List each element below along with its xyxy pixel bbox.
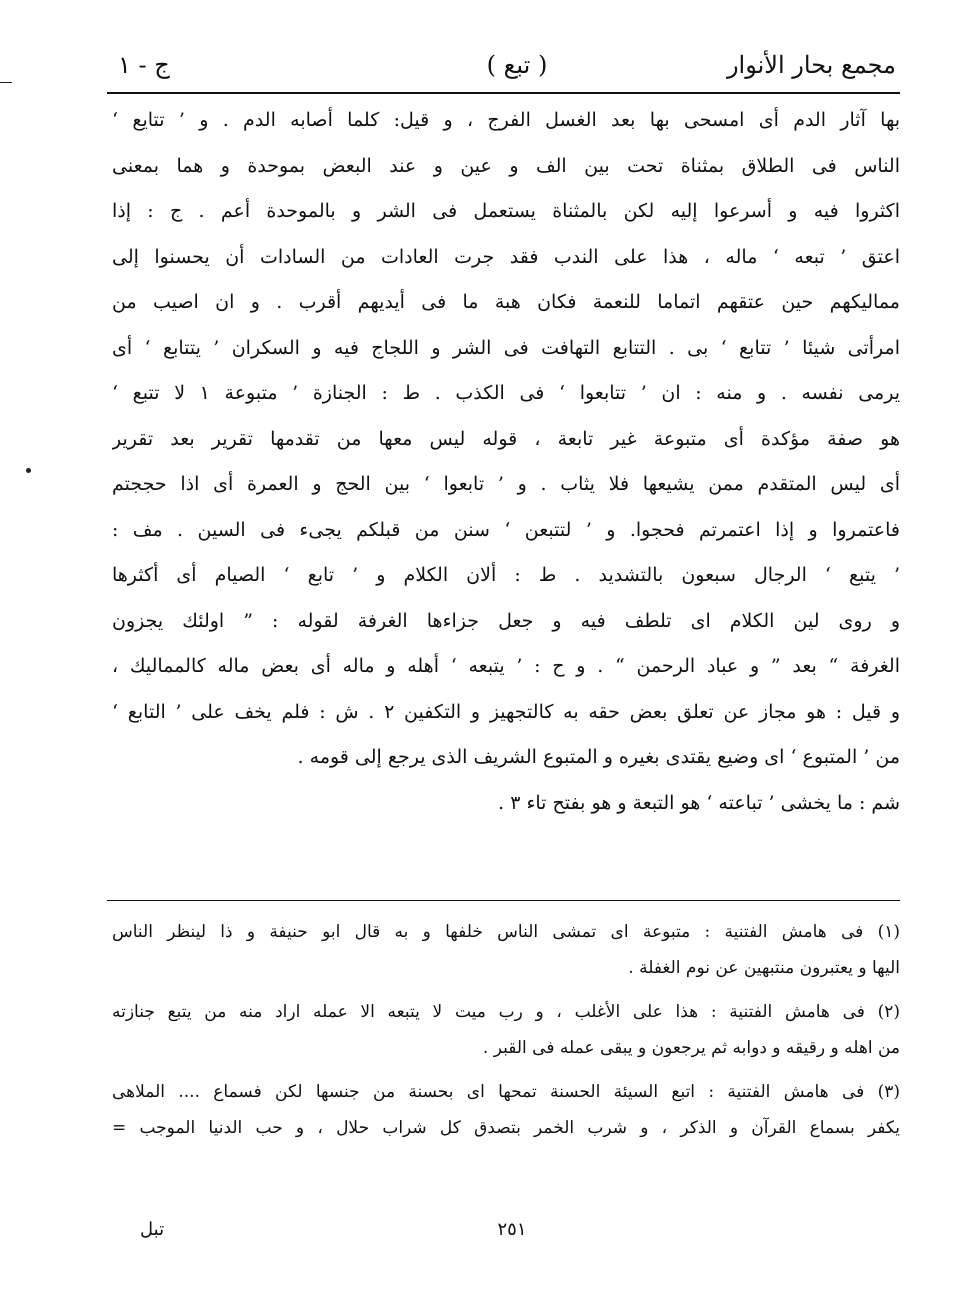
volume-label: ج - ١: [118, 51, 170, 79]
text-line: الناس فى الطلاق بمثناة تحت بين الف و عين و عند البعض بموحدة و هما بمعنى: [112, 154, 900, 177]
footnote-rule: [107, 900, 900, 901]
scan-margin-mark: [0, 82, 12, 83]
text-line: شم : ما يخشى ’ تباعته ‘ هو التبعة و هو بفتح تاء ٣ .: [498, 791, 900, 814]
footnote-3: [112, 1074, 900, 1146]
text-line: مماليكهم حين عتقهم اتماما للنعمة فكان هبة ما فى أيديهم أقرب . و ان اصيب من: [112, 291, 900, 313]
header-rule: [107, 92, 900, 94]
footnote-2: [112, 994, 900, 1066]
text-line: اكثروا فيه و أسرعوا إليه لكن بالمثناة يستعمل فى الشر و بالموحدة أعم . ج : إذا: [112, 200, 900, 222]
scan-margin-dot: [26, 468, 31, 473]
text-line: من ’ المتبوع ‘ اى وضيع يقتدى بغيره و المتبوع الشريف الذى يرجع إلى قومه .: [297, 746, 900, 768]
footnote-1: [112, 914, 900, 986]
catchword: تبل: [140, 1219, 165, 1240]
running-header: [112, 40, 900, 90]
text-line: فاعتمروا و إذا اعتمرتم فحجوا. و ’ لتتبعن ‘ سنن من قبلكم يجىء فى السين . مف :: [112, 518, 900, 541]
text-line: بها آثار الدم أى امسحى بها بعد الغسل الفرج ، و قيل: كلما أصابه الدم . و ’ تتايع ‘: [112, 109, 900, 131]
footnote-line: اليها و يعتبرون منتبهين عن نوم الغفلة .: [628, 958, 900, 978]
text-line: و قيل : هو مجاز عن تعلق بعض حقه به كالتجهيز و التكفين ٢ . ش : فلم يخف على ’ التابع ‘: [112, 700, 900, 723]
main-text: [112, 98, 900, 826]
footnote-line: (٣) فى هامش الفتنية : اتبع السيئة الحسنة تمحها اى بحسنة من جنسها لكن فسماع .... الملاهى: [112, 1082, 900, 1102]
footnote-line: من اهله و رقيقه و دوابه ثم يرجعون و يبقى عمله فى القبر .: [482, 1038, 900, 1058]
text-line: امرأتى شيئا ’ تتابع ‘ بى . التتابع التهافت فى الشر و اللجاج فيه و السكران ’ يتتابع ‘ أى: [112, 336, 900, 359]
text-line: الغرفة “ بعد ” و عباد الرحمن “ . و ح : ’ يتبعه ‘ أهله و ماله أى بعض ماله كالمماليك ،: [112, 655, 900, 677]
text-line: اعتق ’ تبعه ‘ ماله ، هذا على الندب فقد جرت العادات من السادات أن يحسنوا إلى: [112, 245, 900, 268]
page-number: ٢٥١: [497, 1219, 527, 1240]
footnote-line: يكفر بسماع القرآن و الذكر ، و شرب الخمر بتصدق كل شراب حلال ، و حب الدنيا الموجب =: [112, 1118, 900, 1138]
text-line: هو صفة مؤكدة أى متبوعة غير تابعة ، قوله ليس معها من تقدمها تقرير بعد تقرير: [112, 427, 900, 450]
text-line: أى ليس المتقدم ممن يشيعها فلا يثاب . و ’ تابعوا ‘ بين الحج و العمرة أى اذا حججتم: [112, 473, 900, 495]
footnotes: [112, 914, 900, 1154]
entry-heading: ( تبع ): [486, 51, 548, 79]
text-line: يرمى نفسه . و منه : ان ’ تتابعوا ‘ فى الكذب . ط : الجنازة ’ متبوعة ١ لا تتبع ‘: [112, 382, 900, 404]
book-title: مجمع بحار الأنوار: [726, 51, 896, 79]
footnote-line: (٢) فى هامش الفتنية : هذا على الأغلب ، و رب ميت لا يتبعه الا عمله اراد منه من يتبع جنازته: [112, 1002, 900, 1022]
text-line: و روى لين الكلام اى تلطف فيه و جعل جزاءها الغرفة لقوله : ” اولئك يجزون: [112, 609, 900, 632]
text-line: ’ يتبع ‘ الرجال سبعون بالتشديد . ط : ألان الكلام و ’ تابع ‘ الصيام أى أكثرها: [112, 564, 900, 586]
page-footer: [112, 1210, 900, 1250]
footnote-line: (١) فى هامش الفتنية : متبوعة اى تمشى الناس خلفها و به قال ابو حنيفة و ذا لينظر الناس: [112, 922, 900, 942]
